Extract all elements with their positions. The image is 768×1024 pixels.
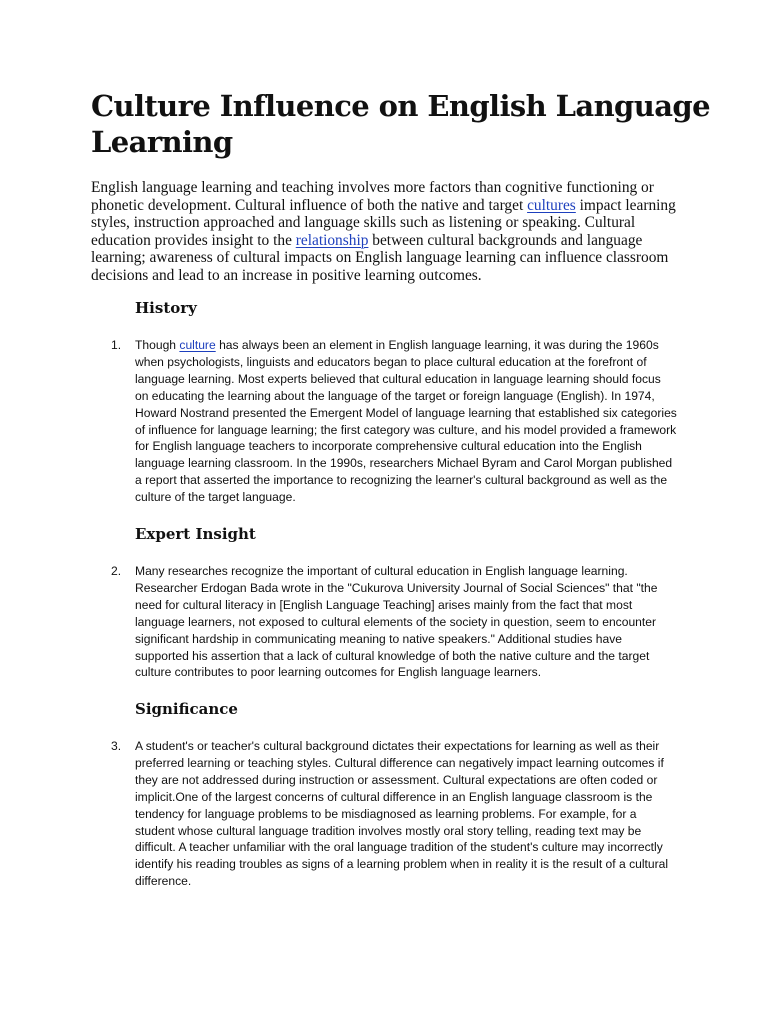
intro-text-part-2: impact learning styles, instruction approached and language skills such as listening or speaking. Cultural education provides insight to the [91, 196, 676, 249]
cultures-link[interactable]: cultures [527, 196, 576, 214]
culture-link[interactable]: culture [179, 338, 216, 352]
list-item-number: 1. [111, 338, 122, 352]
list-item-number: 3. [111, 739, 122, 753]
expert-insight-paragraph: Many researches recognize the important of cultural education in English language learning. Researcher Erdogan Bada wrote in the "Cukurova University Journal of Social Sciences" that "the need for cultural literacy in [English Language Teaching] arises mainly from the fact that most language learners, not exposed to cultural elements of the society in question, seem to encounter significant hardship in communicating meaning to native speakers." Additional studies have supported his assertion that a lack of cultural knowledge of both the native culture and the target culture contributes to poor learning outcomes for English language learners. [135, 564, 658, 680]
significance-heading: Significance [135, 700, 238, 718]
expert-insight-heading: Expert Insight [135, 525, 256, 543]
history-text-before-link: Though [135, 338, 180, 352]
intro-paragraph [91, 179, 676, 284]
intro-text-part-1: English language learning and teaching involves more factors than cognitive functioning or phonetic development. Cultural influence of both the native and target [91, 179, 654, 214]
history-heading: History [135, 299, 197, 317]
history-text-after-link: has always been an element in English language learning, it was during the 1960s when psychologists, linguists and educators began to place cultural education at the forefront of language learning. Most experts believed that cultural education in language learning should focus on educating the learning about the language of the target or foreign language (English). In 1974, Howard Nostrand presented the Emergent Model of language learning that established six categories of influence for language learning; the first category was culture, and his model provided a framework for English language teachers to incorporate comprehensive cultural education into the English language learning classroom. In the 1990s, researchers Michael Byram and Carol Morgan published a report that asserted the importance to recognizing the learner's cultural background as well as the culture of the target language. [135, 338, 677, 505]
history-paragraph [135, 337, 677, 506]
intro-text-part-3: between cultural backgrounds and language learning; awareness of cultural impacts on English language learning can influence classroom decisions and lead to an increase in positive learning outcomes. [91, 231, 669, 284]
significance-paragraph: A student's or teacher's cultural background dictates their expectations for learning as well as their preferred learning or teaching styles. Cultural difference can negatively impact learning outcomes if they are not addressed during instruction or assessment. Cultural expectations are often coded or implicit.One of the largest concerns of cultural difference in an English language classroom is the tendency for language problems to be misdiagnosed as learning problems. For example, for a student whose cultural language tradition involves mostly oral story telling, reading text may be difficult. A teacher unfamiliar with the oral language tradition of the student's culture may incorrectly identify his reading troubles as signs of a learning problem when in reality it is the result of a cultural difference. [135, 739, 669, 889]
relationship-link[interactable]: relationship [295, 231, 369, 249]
document-title: Culture Influence on English Language Learning [91, 89, 710, 159]
list-item-number: 2. [111, 564, 122, 578]
